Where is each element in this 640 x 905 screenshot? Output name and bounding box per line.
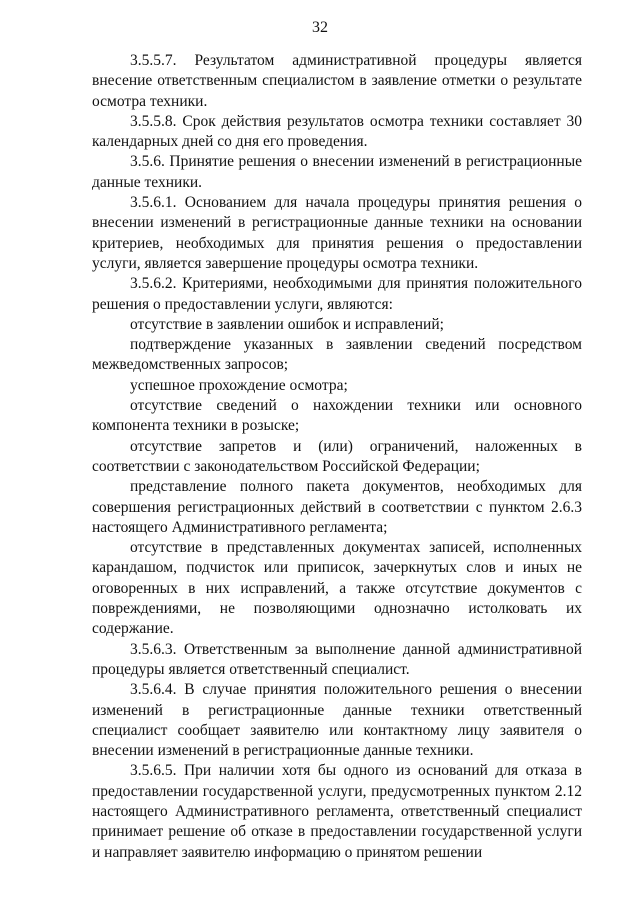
paragraph-3-5-6-3: 3.5.6.3. Ответственным за выполнение данной административной процедуры является ответственный специалист. [92, 640, 582, 678]
paragraph-3-5-6-1: 3.5.6.1. Основанием для начала процедуры принятия решения о внесении изменений в регистрационные данные техники на основании критериев, необходимых для принятия решения о предоставлении услуги, является завершение процедуры осмотра техники. [92, 194, 582, 272]
criteria-item-no-corrections: отсутствие в представленных документах записей, исполненных карандашом, подчисток или приписок, зачеркнутых слов и иных не оговоренных в них исправлений, а также отсутствие документов с повреждениями, не позволяющими однозначно истолковать их содержание. [92, 539, 582, 638]
paragraph-3-5-6-2: 3.5.6.2. Критериями, необходимыми для принятия положительного решения о предоставлении услуги, являются: [92, 275, 582, 313]
paragraph-3-5-6: 3.5.6. Принятие решения о внесении изменений в регистрационные данные техники. [92, 153, 582, 191]
paragraph-3-5-6-4: 3.5.6.4. В случае принятия положительного решения о внесении изменений в регистрационные данные техники ответственный специалист сообщает заявителю или контактному лицу заявителя о внесении изменений в регистрационные данные техники. [92, 681, 582, 760]
paragraph-3-5-5-8: 3.5.5.8. Срок действия результатов осмотра техники составляет 30 календарных дней со дня его проведения. [92, 112, 582, 151]
paragraph-3-5-6-5: 3.5.6.5. При наличии хотя бы одного из оснований для отказа в предоставлении государственной услуги, предусмотренных пунктом 2.12 настоящего Административного регламента, ответственный специалист принимает решение об отказе в предоставлении государственной услуги и направляет заявителю информацию о принятом решении [92, 762, 582, 861]
page-number: 32 [312, 19, 328, 36]
document-body [92, 51, 582, 863]
criteria-item-not-wanted: отсутствие сведений о нахождении техники или основного компонента техники в розыске; [92, 397, 582, 435]
criteria-item-full-documents: представление полного пакета документов, необходимых для совершения регистрационных действий в соответствии с пунктом 2.6.3 настоящего Административного регламента; [92, 478, 582, 536]
criteria-item-interagency-confirmation: подтверждение указанных в заявлении сведений посредством межведомственных запросов; [92, 336, 582, 374]
criteria-item-inspection-passed: успешное прохождение осмотра; [130, 376, 348, 394]
criteria-item-no-restrictions: отсутствие запретов и (или) ограничений, наложенных в соответствии с законодательством Российской Федерации; [92, 437, 582, 475]
paragraph-3-5-5-7: 3.5.5.7. Результатом административной процедуры является внесение ответственным специалистом в заявление отметки о результате осмотра техники. [92, 52, 582, 110]
criteria-item-no-errors: отсутствие в заявлении ошибок и исправлений; [130, 315, 444, 333]
